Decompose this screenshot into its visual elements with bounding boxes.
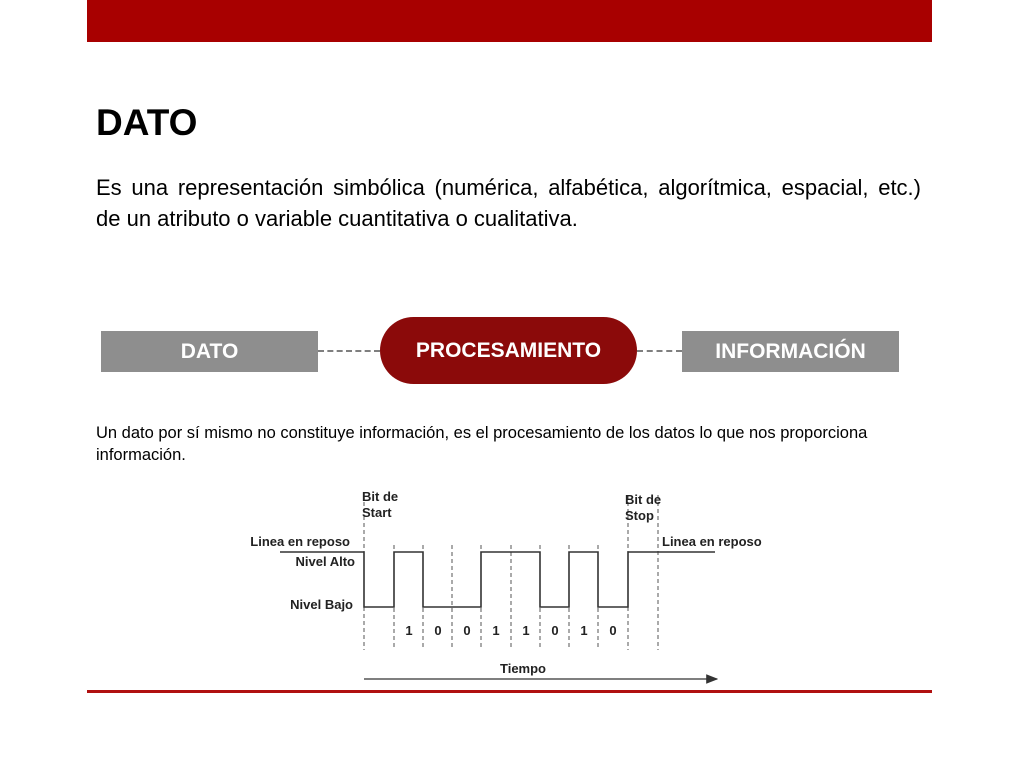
procesamiento-box: PROCESAMIENTO (380, 317, 637, 384)
connector-dato-proc (318, 350, 380, 352)
stop-bit-label-line2: Stop (625, 508, 654, 523)
bit-value: 1 (405, 623, 413, 638)
dato-box: DATO (101, 331, 318, 372)
bit-value: 0 (551, 623, 559, 638)
low-level-label: Nivel Bajo (290, 597, 353, 612)
informacion-box: INFORMACIÓN (682, 331, 899, 372)
idle-left-label: Linea en reposo (250, 534, 350, 549)
bottom-accent-line (87, 690, 932, 693)
idle-right-label: Linea en reposo (662, 534, 762, 549)
bit-value: 0 (463, 623, 471, 638)
bit-value: 1 (580, 623, 588, 638)
stop-bit-label-line1: Bit de (625, 492, 662, 507)
start-bit-label-line2: Start (362, 505, 392, 520)
bit-value: 1 (522, 623, 530, 638)
definition-text: Es una representación simbólica (numérica, alfabética, algorítmica, espacial, etc.) de un atributo o variable cuantitativa o cualitativa. (96, 175, 921, 231)
serial-signal-diagram (230, 485, 790, 685)
top-accent-bar (87, 0, 932, 42)
slide-title: DATO (96, 102, 198, 143)
bit-value: 1 (492, 623, 500, 638)
note-text: Un dato por sí mismo no constituye información, es el procesamiento de los datos lo que nos proporciona información. (96, 424, 868, 464)
bit-value: 0 (434, 623, 442, 638)
bit-value: 0 (609, 623, 617, 638)
start-bit-label-line1: Bit de (362, 489, 399, 504)
high-level-label: Nivel Alto (295, 554, 355, 569)
time-label: Tiempo (500, 661, 546, 676)
connector-proc-info (637, 350, 682, 352)
